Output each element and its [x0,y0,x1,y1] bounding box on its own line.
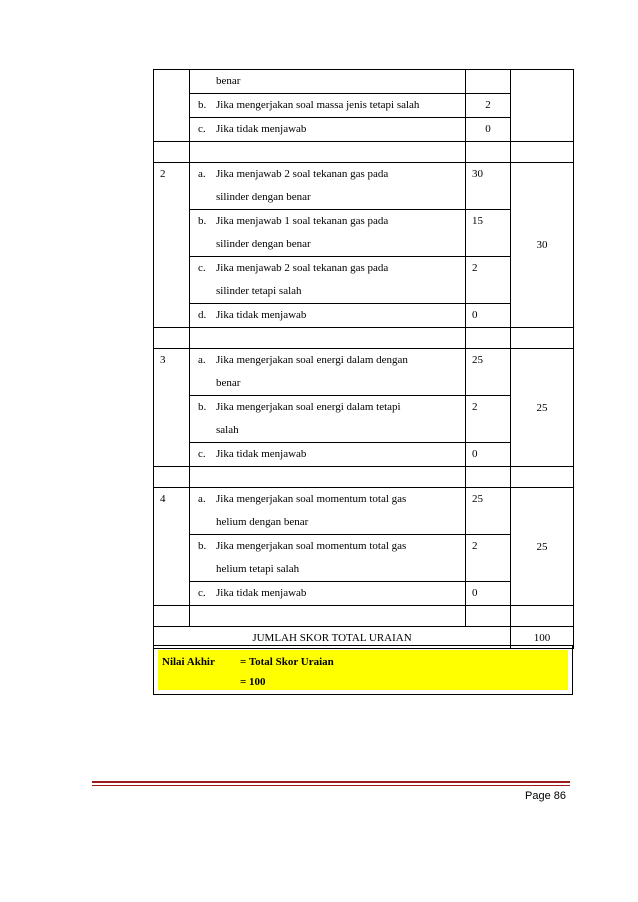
criteria-text: Jika mengerjakan soal massa jenis tetapi salah [216,99,420,111]
final-score-value: = 100 [240,676,266,688]
criteria-label: c. [198,262,206,274]
criteria-label: a. [198,168,206,180]
table-row [154,349,574,396]
criteria-text: benar [216,377,241,389]
criteria-text: silinder dengan benar [216,238,311,250]
score-value: 0 [472,587,478,599]
final-score-box [153,645,573,695]
score-value: 30 [472,168,483,180]
question-number: 2 [160,168,166,180]
criteria-text: Jika tidak menjawab [216,448,307,460]
criteria-text: helium dengan benar [216,516,309,528]
criteria-text: Jika tidak menjawab [216,123,307,135]
criteria-text: Jika menjawab 1 soal tekanan gas pada [216,215,389,227]
criteria-label: c. [198,448,206,460]
question-number: 3 [160,354,166,366]
criteria-label: a. [198,354,206,366]
criteria-text: Jika mengerjakan soal momentum total gas [216,540,407,552]
criteria-label: b. [198,215,207,227]
criteria-text: Jika mengerjakan soal energi dalam dengan [216,354,408,366]
total-score: 25 [511,488,574,606]
question-number: 4 [160,493,166,505]
separator-row [154,467,574,488]
table-row [154,488,574,535]
score-value: 2 [472,540,478,552]
summary-value: 100 [511,627,574,649]
criteria-label: c. [198,587,206,599]
separator-row [154,142,574,163]
criteria-text: Jika tidak menjawab [216,587,307,599]
footer-rule [92,781,570,783]
criteria-label: b. [198,540,207,552]
criteria-text: silinder dengan benar [216,191,311,203]
criteria-text: benar [216,75,241,87]
score-value: 2 [485,99,491,111]
criteria-text: Jika mengerjakan soal momentum total gas [216,493,407,505]
criteria-label: b. [198,401,207,413]
final-score-label: Nilai Akhir [162,656,215,668]
criteria-label: b. [198,99,207,111]
criteria-text: Jika menjawab 2 soal tekanan gas pada [216,262,389,274]
score-value: 0 [472,448,478,460]
summary-label: JUMLAH SKOR TOTAL URAIAN [154,627,511,649]
score-value: 25 [472,354,483,366]
score-value: 2 [472,262,478,274]
criteria-text: helium tetapi salah [216,563,300,575]
criteria-text: Jika menjawab 2 soal tekanan gas pada [216,168,389,180]
scoring-rubric-table [153,69,574,649]
score-value: 0 [485,123,491,135]
score-value: 0 [472,309,478,321]
final-score-highlight [158,650,568,690]
criteria-text: Jika mengerjakan soal energi dalam tetapi [216,401,401,413]
criteria-label: a. [198,493,206,505]
criteria-text: silinder tetapi salah [216,285,302,297]
separator-row [154,606,574,627]
number-cell [154,70,190,142]
score-value: 25 [472,493,483,505]
final-score-formula: = Total Skor Uraian [240,656,334,668]
score-value: 2 [472,401,478,413]
total-score: 30 [511,163,574,328]
total-score: 25 [511,349,574,467]
total-cell [511,70,574,142]
footer-rule-thin [92,785,570,786]
table-row [154,163,574,210]
criteria-label: d. [198,309,207,321]
separator-row [154,328,574,349]
page-number: Page 86 [525,790,566,802]
table-row [154,70,574,94]
criteria-text: salah [216,424,239,436]
criteria-text: Jika tidak menjawab [216,309,307,321]
score-value: 15 [472,215,483,227]
criteria-label: c. [198,123,206,135]
